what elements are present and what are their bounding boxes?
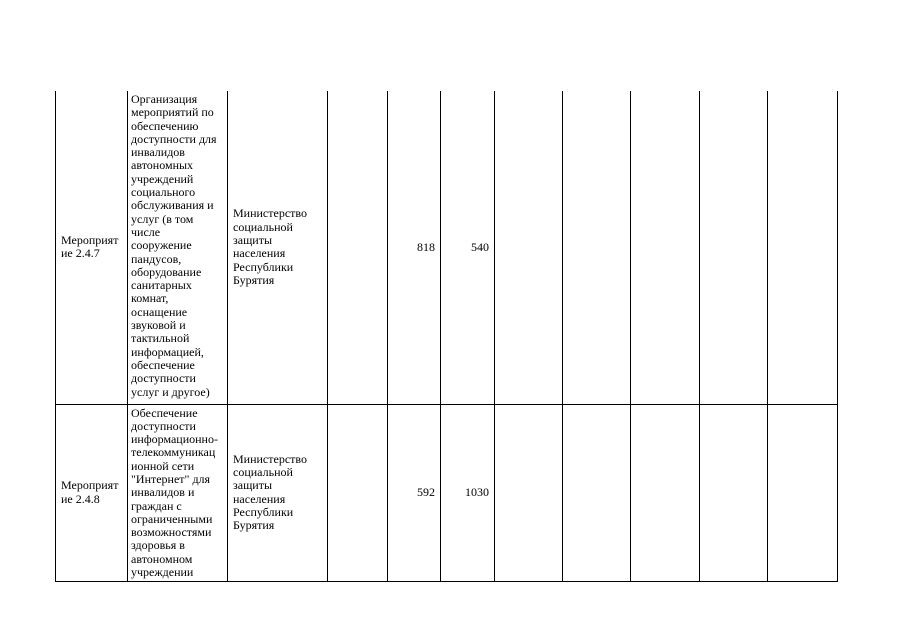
value-cell-2: 1030 bbox=[441, 404, 495, 581]
empty-cell bbox=[495, 404, 563, 581]
empty-cell bbox=[768, 91, 838, 404]
empty-cell bbox=[495, 91, 563, 404]
empty-cell bbox=[700, 404, 768, 581]
table-row bbox=[56, 91, 838, 404]
empty-cell bbox=[563, 404, 631, 581]
measure-description-cell: Обеспечение доступности информационно- телекоммуникац ионной сети "Интернет" для инвалидов и граждан с ограниченными возможностями здоровья в автономном учреждении bbox=[128, 404, 228, 581]
empty-cell bbox=[328, 404, 388, 581]
executor-cell: Министерство социальной защиты населения Республики Бурятия bbox=[228, 404, 328, 581]
measures-table bbox=[55, 91, 838, 582]
table-row bbox=[56, 404, 838, 581]
empty-cell bbox=[700, 91, 768, 404]
empty-cell bbox=[631, 91, 700, 404]
value-cell-1: 592 bbox=[388, 404, 441, 581]
empty-cell bbox=[328, 91, 388, 404]
executor-cell: Министерство социальной защиты населения Республики Бурятия bbox=[228, 91, 328, 404]
empty-cell bbox=[768, 404, 838, 581]
measure-id-cell: Мероприят ие 2.4.8 bbox=[56, 404, 128, 581]
empty-cell bbox=[563, 91, 631, 404]
measure-id-cell: Мероприят ие 2.4.7 bbox=[56, 91, 128, 404]
empty-cell bbox=[631, 404, 700, 581]
value-cell-2: 540 bbox=[441, 91, 495, 404]
value-cell-1: 818 bbox=[388, 91, 441, 404]
measure-description-cell: Организация мероприятий по обеспечению доступности для инвалидов автономных учреждений социального обслуживания и услуг (в том числе сооружение пандусов, оборудование санитарных комнат, оснащение звуковой и тактильной информацией, обеспечение доступности услуг и другое) bbox=[128, 91, 228, 404]
